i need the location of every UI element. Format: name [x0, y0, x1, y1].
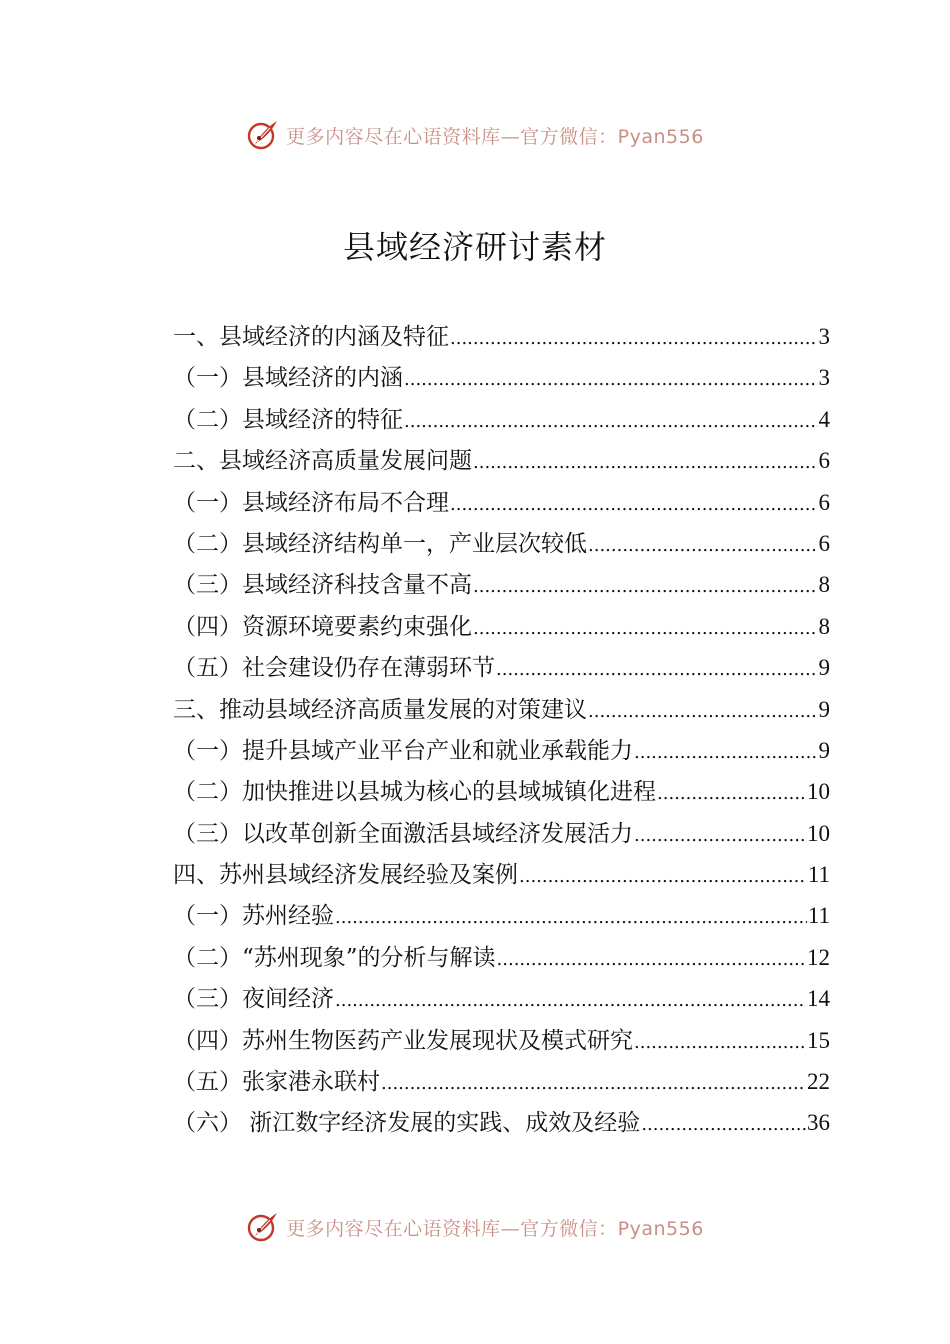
toc-entry-page-number: 8 — [818, 572, 830, 598]
toc-dot-leader — [473, 566, 818, 607]
toc-entry-label: （一）苏州经验 — [173, 903, 334, 930]
toc-dot-leader — [450, 318, 818, 359]
toc-entry[interactable] — [173, 730, 830, 771]
toc-entry-label: （六） 浙江数字经济发展的实践、成效及经验 — [173, 1110, 641, 1137]
toc-entry-label: （四）资源环境要素约束强化 — [173, 613, 472, 640]
toc-entry-label: （三）夜间经济 — [173, 986, 334, 1013]
toc-entry-label: 二、县域经济高质量发展问题 — [173, 448, 472, 475]
toc-entry[interactable] — [173, 523, 830, 564]
toc-dot-leader — [496, 649, 818, 690]
toc-entry[interactable] — [173, 771, 830, 812]
toc-entry-label: （三）以改革创新全面激活县域经济发展活力 — [173, 820, 633, 847]
toc-dot-leader — [657, 773, 806, 814]
toc-entry-page-number: 10 — [807, 820, 830, 846]
toc-dot-leader — [404, 401, 818, 442]
toc-entry-label: （四）苏州生物医药产业发展现状及模式研究 — [173, 1027, 633, 1054]
toc-entry-page-number: 11 — [807, 862, 830, 888]
toc-entry-page-number: 9 — [818, 655, 830, 681]
toc-entry-label: 四、苏州县域经济发展经验及案例 — [173, 862, 518, 889]
toc-entry[interactable] — [173, 978, 830, 1019]
toc-entry-label: （五）社会建设仍存在薄弱环节 — [173, 655, 495, 682]
toc-entry[interactable] — [173, 937, 830, 978]
toc-dot-leader — [588, 691, 818, 732]
toc-entry-page-number: 12 — [807, 944, 830, 970]
document-title: 县域经济研讨素材 — [342, 228, 607, 266]
toc-dot-leader — [473, 608, 818, 649]
watermark-text: 更多内容尽在心语资料库—官方微信：Pyan556 — [286, 1217, 704, 1240]
toc-entry[interactable] — [173, 895, 830, 936]
toc-dot-leader — [335, 980, 806, 1021]
toc-dot-leader — [404, 359, 818, 400]
toc-entry-page-number: 4 — [818, 406, 830, 432]
watermark-text: 更多内容尽在心语资料库—官方微信：Pyan556 — [286, 125, 704, 148]
toc-dot-leader — [641, 1104, 806, 1145]
toc-entry[interactable] — [173, 1061, 830, 1102]
toc-entry-page-number: 14 — [807, 986, 830, 1012]
toc-entry-page-number: 8 — [818, 613, 830, 639]
toc-entry-label: （三）县域经济科技含量不高 — [173, 572, 472, 599]
watermark-banner-top — [0, 115, 950, 155]
toc-entry-page-number: 36 — [807, 1110, 830, 1136]
toc-dot-leader — [473, 442, 818, 483]
toc-dot-leader — [335, 897, 807, 938]
toc-entry-label: 三、推动县域经济高质量发展的对策建议 — [173, 696, 587, 723]
toc-entry-page-number: 3 — [818, 324, 830, 349]
toc-entry[interactable] — [173, 564, 830, 605]
toc-entry-page-number: 9 — [818, 737, 830, 763]
toc-entry[interactable] — [173, 357, 830, 398]
toc-dot-leader — [588, 525, 818, 566]
toc-entry[interactable] — [173, 440, 830, 481]
toc-entry-page-number: 6 — [818, 489, 830, 515]
toc-dot-leader — [497, 939, 806, 980]
toc-entry[interactable] — [173, 689, 830, 730]
toc-entry[interactable] — [173, 399, 830, 440]
toc-dot-leader — [634, 815, 806, 856]
toc-entry-label: 一、县域经济的内涵及特征 — [173, 324, 449, 350]
toc-entry-label: （一）县域经济的内涵 — [173, 365, 403, 392]
toc-entry-label: （二）县域经济的特征 — [173, 406, 403, 433]
toc-dot-leader — [381, 1063, 806, 1104]
toc-dot-leader — [519, 856, 807, 897]
toc-entry-page-number: 11 — [807, 903, 830, 929]
toc-entry-label: （一）提升县域产业平台产业和就业承载能力 — [173, 737, 633, 764]
toc-entry-label: （二）县域经济结构单一，产业层次较低 — [173, 530, 587, 557]
toc-dot-leader — [634, 732, 818, 773]
toc-entry[interactable] — [173, 647, 830, 688]
toc-entry-label: （五）张家港永联村 — [173, 1069, 380, 1096]
table-of-contents — [173, 316, 830, 1144]
toc-dot-leader — [450, 484, 818, 525]
toc-entry[interactable] — [173, 606, 830, 647]
toc-dot-leader — [634, 1022, 806, 1063]
toc-entry-label: （一）县域经济布局不合理 — [173, 489, 449, 516]
toc-entry[interactable] — [173, 1102, 830, 1143]
toc-entry[interactable] — [173, 316, 830, 357]
toc-entry-page-number: 10 — [807, 779, 830, 805]
toc-entry[interactable] — [173, 854, 830, 895]
quill-circle-logo-icon — [246, 118, 280, 152]
toc-entry-page-number: 9 — [818, 696, 830, 722]
toc-entry-page-number: 22 — [807, 1069, 830, 1095]
quill-circle-logo-icon — [246, 1210, 280, 1244]
toc-entry[interactable] — [173, 813, 830, 854]
toc-entry-label: （二）加快推进以县城为核心的县域城镇化进程 — [173, 779, 656, 806]
toc-entry-page-number: 15 — [807, 1027, 830, 1053]
toc-entry-page-number: 3 — [818, 365, 830, 391]
toc-entry-label: （二）“苏州现象”的分析与解读 — [173, 944, 496, 971]
toc-entry-page-number: 6 — [818, 448, 830, 474]
watermark-banner-bottom — [0, 1207, 950, 1247]
toc-entry-page-number: 6 — [818, 530, 830, 556]
toc-entry[interactable] — [173, 482, 830, 523]
toc-entry[interactable] — [173, 1020, 830, 1061]
